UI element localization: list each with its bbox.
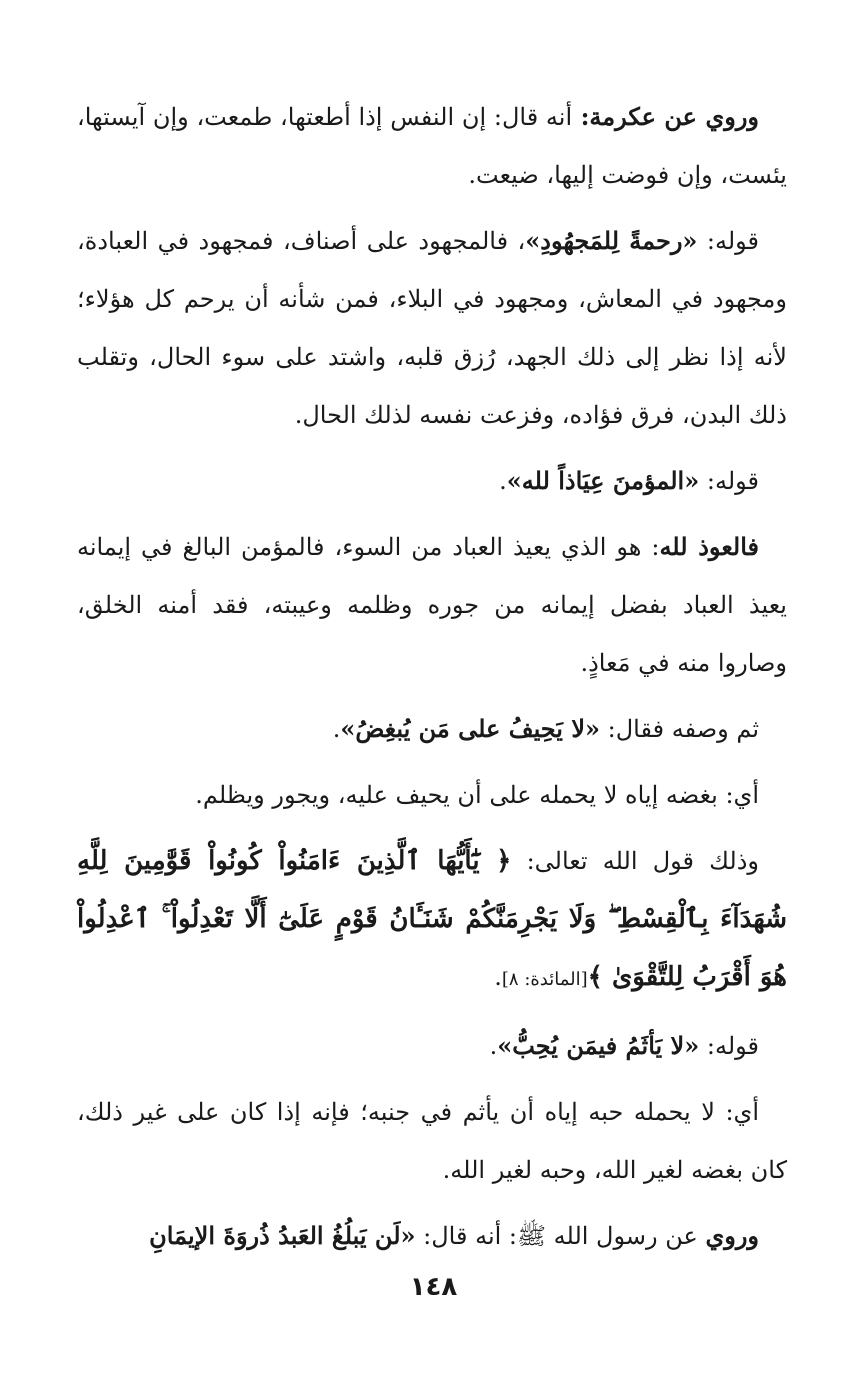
paragraph	[77, 88, 787, 204]
paragraph	[77, 832, 787, 1009]
emphasized-text: فالعوذ لله	[659, 532, 759, 561]
emphasized-text: «رحمةً لِلمَجهُودِ»	[525, 226, 698, 255]
emphasized-text: وروي عن عكرمة:	[572, 102, 759, 131]
page-number: ١٤٨	[409, 1272, 458, 1302]
emphasized-text: «لَن يَبلُغُ العَبدُ ذُروَةَ الإيمَانِ	[149, 1221, 416, 1250]
paragraph-text: ، فالمجهود على أصناف، فمجهود في العبادة، ومجهود في المعاش، ومجهود في البلاء، فمن شأنه أن يرحم كل هؤلاء؛ لأنه إذا نظر إلى ذلك الجهد، رُزق قلبه، واشتد على سوء الحال، وتقلب ذلك البدن، فرق فؤاده، وفزعت نفسه لذلك الحال.	[77, 227, 787, 429]
paragraph-text: .	[499, 467, 507, 495]
paragraph-text: أي: بغضه إياه لا يحمله على أن يحيف عليه، ويجور ويظلم.	[195, 781, 759, 809]
emphasized-text: وروي	[705, 1221, 759, 1250]
paragraph	[77, 452, 787, 510]
emphasized-text: «لا يَحِيفُ على مَن يُبغِضُ»	[340, 714, 601, 743]
paragraph-text: ثم وصفه فقال:	[600, 715, 759, 743]
paragraph	[77, 766, 787, 824]
paragraph-text: قوله:	[697, 227, 760, 255]
paragraph-text: قوله:	[699, 1032, 759, 1060]
paragraph-text: أنه قال: إن النفس إذا أطعتها، طمعت، وإن آيستها، يئست، وإن فوضت إليها، ضيعت.	[77, 103, 787, 189]
paragraph-text: أي: لا يحمله حبه إياه أن يأثم في جنبه؛ فإنه إذا كان على غير ذلك، كان بغضه لغير الله، وحبه لغير الله.	[77, 1098, 787, 1184]
paragraph-text: : هو الذي يعيذ العباد من السوء، فالمؤمن البالغ في إيمانه يعيذ العباد بفضل إيمانه من جوره وظلمه وعيبته، فقد أمنه الخلق، وصاروا منه في مَعاذٍ.	[77, 533, 787, 677]
verse-reference: [المائدة: ٨]	[501, 969, 588, 990]
paragraph-text: قوله:	[699, 467, 759, 495]
paragraph	[77, 700, 787, 758]
paragraph	[77, 1207, 787, 1265]
paragraph	[77, 1017, 787, 1075]
paragraph-text: عن رسول الله ﷺ: أنه قال:	[415, 1222, 706, 1250]
paragraph	[77, 518, 787, 692]
paragraph-text: وذلك قول الله تعالى:	[511, 847, 760, 875]
paragraph-text: .	[332, 715, 341, 743]
page-body	[77, 88, 787, 1273]
paragraph-text: .	[494, 963, 502, 991]
paragraph-text: .	[489, 1032, 498, 1060]
paragraph	[77, 1083, 787, 1199]
quran-verse: ﴿ يَٰٓأَيُّهَا ٱلَّذِينَ ءَامَنُواْ كُونُواْ قَوَّٰمِينَ لِلَّهِ شُهَدَآءَ بِٱلْقِسْطِ ۖ وَلَا يَجْرِمَنَّكُمْ شَنَـَٔانُ قَوْمٍ عَلَىٰٓ أَلَّا تَعْدِلُواْ ۚ ٱعْدِلُواْ هُوَ أَقْرَبُ لِلتَّقْوَىٰ ﴾	[77, 846, 787, 992]
emphasized-text: «لا يَأثَمُ فيمَن يُحِبُّ»	[497, 1031, 700, 1060]
emphasized-text: «المؤمنَ عِيَاذاً لله»	[506, 466, 700, 495]
paragraph	[77, 212, 787, 444]
